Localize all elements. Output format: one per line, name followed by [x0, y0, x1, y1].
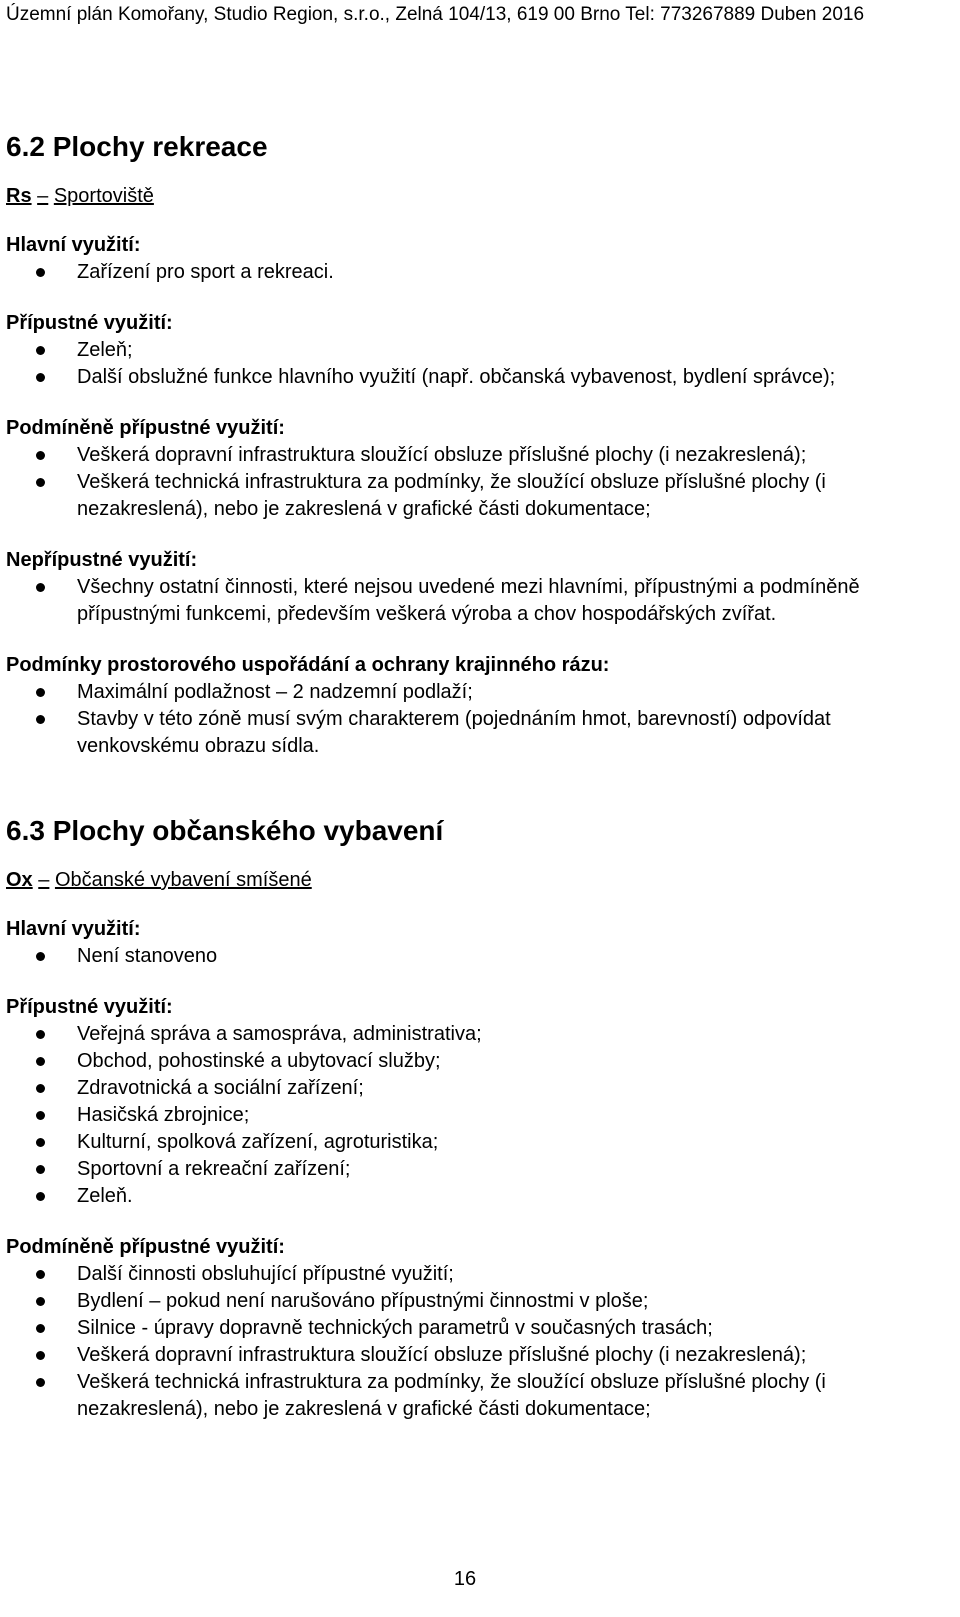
- zone-heading: [6, 868, 951, 892]
- usage-label: Přípustné využití:: [6, 312, 173, 334]
- usage-label: Přípustné využití:: [6, 996, 173, 1018]
- zone-name: Sportoviště: [53, 185, 154, 207]
- list-item: Veškerá technická infrastruktura za podmínky, že sloužící obsluze příslušné plochy (i nezakreslená), nebo je zakreslená v grafické části dokumentace;: [6, 1369, 951, 1423]
- list-item: Zdravotnická a sociální zařízení;: [6, 1075, 951, 1102]
- zone-dash: –: [38, 869, 50, 891]
- list-item: Bydlení – pokud není narušováno přípustnými činnostmi v ploše;: [6, 1288, 951, 1315]
- list-item: Zeleň.: [6, 1183, 951, 1210]
- section: [6, 814, 951, 1423]
- list-item: Sportovní a rekreační zařízení;: [6, 1156, 951, 1183]
- zone-heading: [6, 184, 951, 208]
- document-body: [6, 130, 951, 1423]
- usage-list: [6, 259, 951, 286]
- zone-code: Ox: [6, 869, 33, 891]
- section-title: 6.2 Plochy rekreace: [6, 131, 268, 162]
- list-item: Veškerá dopravní infrastruktura sloužící obsluze příslušné plochy (i nezakreslená);: [6, 1342, 951, 1369]
- usage-label: Hlavní využití:: [6, 918, 141, 940]
- list-item: Zeleň;: [6, 337, 951, 364]
- usage-label: Nepřípustné využití:: [6, 549, 198, 571]
- list-item: Stavby v této zóně musí svým charakterem (pojednáním hmot, barevností) odpovídat venkovskému obrazu sídla.: [6, 706, 951, 760]
- list-item: Hasičská zbrojnice;: [6, 1102, 951, 1129]
- zone-code: Rs: [6, 185, 32, 207]
- usage-label: Podmíněně přípustné využití:: [6, 417, 285, 439]
- page-number: 16: [453, 1568, 477, 1590]
- usage-list: [6, 442, 951, 523]
- usage-list: [6, 1261, 951, 1423]
- list-item: Obchod, pohostinské a ubytovací služby;: [6, 1048, 951, 1075]
- list-item: Další obslužné funkce hlavního využití (např. občanská vybavenost, bydlení správce);: [6, 364, 951, 391]
- usage-label: Hlavní využití:: [6, 234, 141, 256]
- list-item: Veškerá technická infrastruktura za podmínky, že sloužící obsluze příslušné plochy (i nezakreslená), nebo je zakreslená v grafické části dokumentace;: [6, 469, 951, 523]
- list-item: Veškerá dopravní infrastruktura sloužící obsluze příslušné plochy (i nezakreslená);: [6, 442, 951, 469]
- usage-list: [6, 337, 951, 391]
- list-item: Silnice - úpravy dopravně technických parametrů v současných trasách;: [6, 1315, 951, 1342]
- usage-list: [6, 679, 951, 760]
- list-item: Všechny ostatní činnosti, které nejsou uvedené mezi hlavními, přípustnými a podmíněně přípustnými funkcemi, především veškerá výroba a chov hospodářských zvířat.: [6, 574, 951, 628]
- list-item: Veřejná správa a samospráva, administrativa;: [6, 1021, 951, 1048]
- usage-label: Podmíněně přípustné využití:: [6, 1236, 285, 1258]
- list-item: Kulturní, spolková zařízení, agroturistika;: [6, 1129, 951, 1156]
- usage-list: [6, 943, 951, 970]
- section-title: 6.3 Plochy občanského vybavení: [6, 815, 444, 846]
- usage-list: [6, 1021, 951, 1210]
- zone-name: Občanské vybavení smíšené: [54, 869, 312, 891]
- list-item: Zařízení pro sport a rekreaci.: [6, 259, 951, 286]
- section: [6, 130, 951, 760]
- usage-label: Podmínky prostorového uspořádání a ochrany krajinného rázu:: [6, 654, 610, 676]
- page-header: Územní plán Komořany, Studio Region, s.r.o., Zelná 104/13, 619 00 Brno Tel: 773267889 Duben 2016: [6, 4, 865, 25]
- zone-dash: –: [37, 185, 49, 207]
- list-item: Další činnosti obsluhující přípustné využití;: [6, 1261, 951, 1288]
- usage-list: [6, 574, 951, 628]
- list-item: Není stanoveno: [6, 943, 951, 970]
- list-item: Maximální podlažnost – 2 nadzemní podlaží;: [6, 679, 951, 706]
